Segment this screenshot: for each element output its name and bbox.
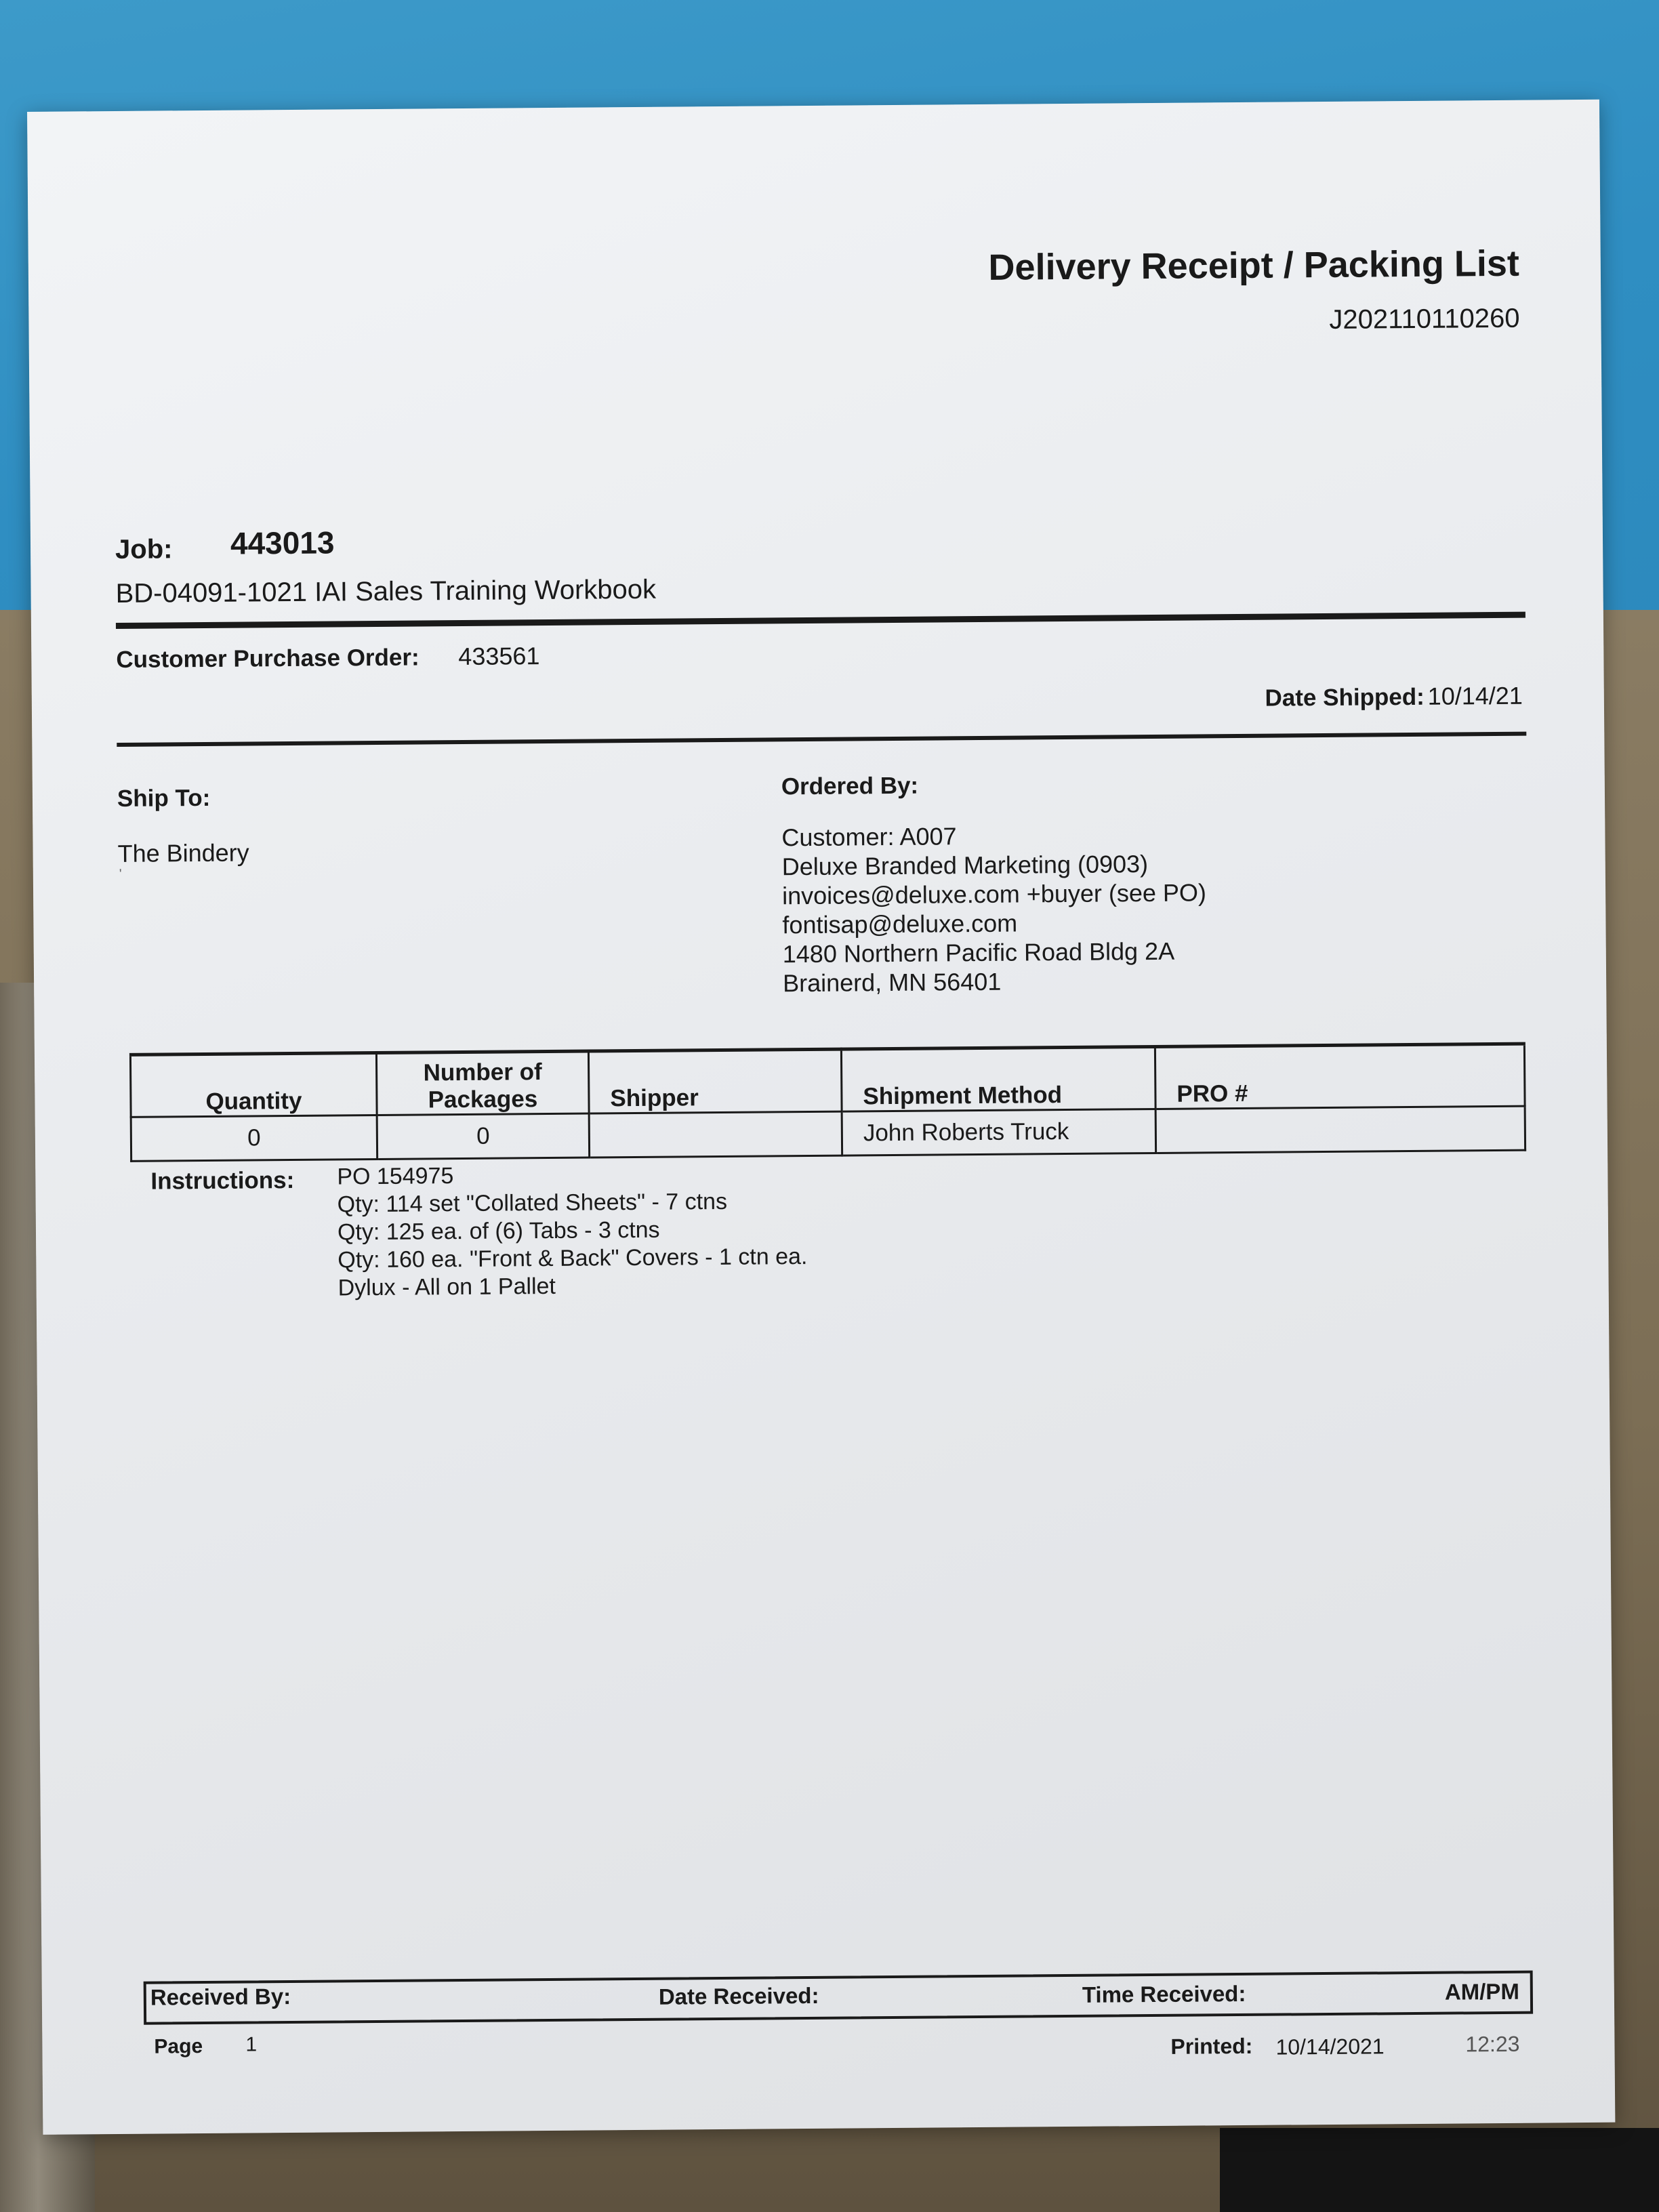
time-received-label: Time Received: (1082, 1980, 1246, 2007)
instructions-block (337, 1160, 808, 1302)
column-header-pro-number: PRO # (1155, 1044, 1525, 1109)
date-shipped-label: Date Shipped: (1265, 683, 1425, 712)
ordered-by-block (781, 819, 1207, 998)
printed-date: 10/14/2021 (1275, 2034, 1385, 2060)
divider-rule (117, 732, 1526, 747)
instruction-line: Qty: 125 ea. of (6) Tabs - 3 ctns (337, 1216, 660, 1246)
ship-to-name: The Bindery (117, 838, 249, 867)
column-header-shipment-method: Shipment Method (841, 1046, 1155, 1111)
ampm-label: AM/PM (1444, 1978, 1519, 2005)
instruction-line: Qty: 160 ea. "Front & Back" Covers - 1 ctn ea. (337, 1244, 808, 1273)
document-title: Delivery Receipt / Packing List (988, 243, 1520, 288)
receipt-signature-box (144, 1971, 1533, 2025)
ordered-by-line: Customer: A007 (781, 822, 957, 852)
ordered-by-line: Deluxe Branded Marketing (0903) (781, 850, 1149, 881)
job-description: BD-04091-1021 IAI Sales Training Workbook (115, 574, 657, 609)
job-number: 443013 (230, 525, 335, 561)
ordered-by-label: Ordered By: (781, 772, 919, 800)
cell-shipper (589, 1111, 842, 1158)
ship-to-mark: ' (119, 866, 122, 882)
date-shipped-value: 10/14/21 (1427, 681, 1523, 710)
ordered-by-line: invoices@deluxe.com +buyer (see PO) (781, 878, 1207, 910)
printed-label: Printed: (1170, 2033, 1253, 2059)
cell-packages: 0 (377, 1113, 590, 1159)
instructions-label: Instructions: (150, 1166, 295, 1195)
shipment-table (129, 1042, 1526, 1162)
instruction-line: Dylux - All on 1 Pallet (337, 1273, 556, 1301)
purchase-order-value: 433561 (458, 642, 540, 671)
background-shadow (1220, 2128, 1659, 2212)
table-header-row (130, 1044, 1525, 1117)
printed-time: 12:23 (1465, 2031, 1520, 2057)
cell-shipment-method: John Roberts Truck (842, 1109, 1155, 1155)
cell-pro-number (1155, 1106, 1525, 1153)
instruction-line: PO 154975 (337, 1163, 454, 1190)
column-header-quantity: Quantity (130, 1052, 377, 1117)
document-number: J202110110260 (1329, 303, 1520, 335)
page-label: Page (154, 2035, 203, 2058)
packing-list-sheet (27, 100, 1615, 2135)
page-number: 1 (245, 2033, 258, 2056)
received-by-label: Received By: (150, 1984, 291, 2010)
date-received-label: Date Received: (658, 1982, 819, 2009)
instruction-line: Qty: 114 set "Collated Sheets" - 7 ctns (337, 1188, 728, 1218)
ship-to-label: Ship To: (117, 784, 211, 812)
column-header-packages: Number of Packages (376, 1051, 589, 1115)
ordered-by-line: 1480 Northern Pacific Road Bldg 2A (782, 937, 1175, 968)
column-header-shipper: Shipper (588, 1049, 842, 1113)
purchase-order-label: Customer Purchase Order: (116, 644, 419, 673)
cell-quantity: 0 (131, 1115, 377, 1161)
job-label: Job: (115, 534, 173, 565)
ordered-by-line: fontisap@deluxe.com (782, 909, 1018, 939)
divider-rule (116, 612, 1525, 629)
ordered-by-line: Brainerd, MN 56401 (782, 967, 1002, 998)
